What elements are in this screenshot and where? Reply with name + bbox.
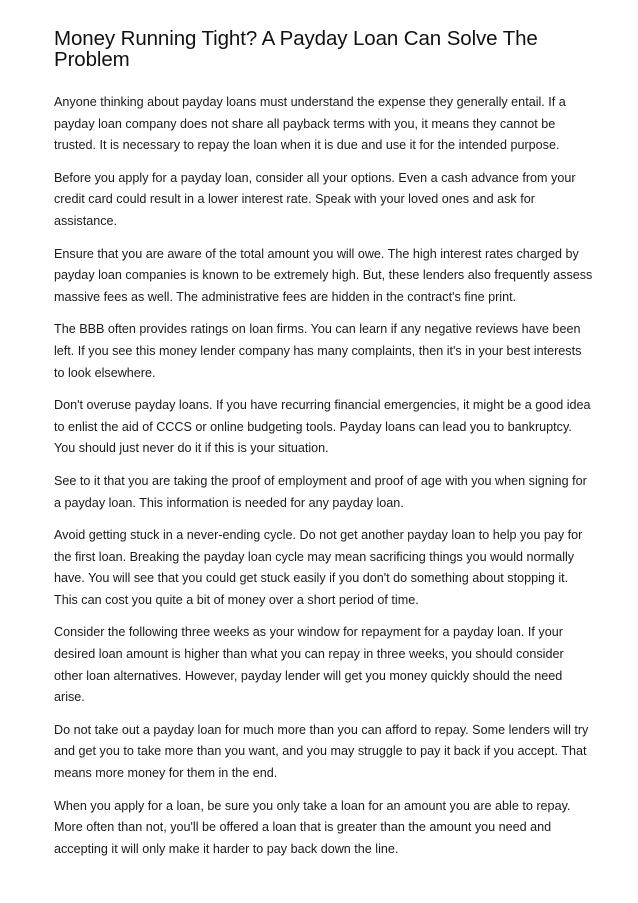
paragraph: See to it that you are taking the proof of employment and proof of age with you when signing for a payday loan. This information is needed for any payday loan. <box>54 473 587 510</box>
paragraph: The BBB often provides ratings on loan firms. You can learn if any negative reviews have been left. If you see this money lender company has many complaints, then it's in your best interests to look elsewhere. <box>54 322 582 380</box>
paragraph: Anyone thinking about payday loans must understand the expense they generally entail. If a payday loan company does not share all payback terms with you, it means they cannot be trusted. It is necessary to repay the loan when it is due and use it for the intended purpose. <box>54 95 566 153</box>
paragraph: When you apply for a loan, be sure you only take a loan for an amount you are able to repay. More often than not, you'll be offered a loan that is greater than the amount you need and accepting it will only make it harder to pay back down the line. <box>54 798 571 856</box>
paragraph: Avoid getting stuck in a never-ending cycle. Do not get another payday loan to help you pay for the first loan. Breaking the payday loan cycle may mean sacrificing things you would normally have. You will see that you could get stuck easily if you don't do something about stopping it. This can cost you quite a bit of money over a short period of time. <box>54 528 583 607</box>
paragraph: Don't overuse payday loans. If you have recurring financial emergencies, it might be a good idea to enlist the aid of CCCS or online budgeting tools. Payday loans can lead you to bankruptcy. You should just never do it if this is your situation. <box>54 398 591 456</box>
document-page <box>54 28 594 871</box>
paragraph: Do not take out a payday loan for much more than you can afford to repay. Some lenders will try and get you to take more than you want, and you may struggle to pay it back if you accept. That means more money for them in the end. <box>54 722 589 781</box>
paragraph: Before you apply for a payday loan, consider all your options. Even a cash advance from your credit card could result in a lower interest rate. Speak with your loved ones and ask for assistance. <box>54 170 576 228</box>
paragraph: Consider the following three weeks as your window for repayment for a payday loan. If your desired loan amount is higher than what you can repay in three weeks, you should consider other loan alternatives. However, payday lender will get you money quickly should the need arise. <box>54 625 564 705</box>
paragraph: Ensure that you are aware of the total amount you will owe. The high interest rates charged by payday loan companies is known to be extremely high. But, these lenders also frequently assess massive fees as well. The administrative fees are hidden in the contract's fine print. <box>54 246 593 304</box>
document-title: Money Running Tight? A Payday Loan Can Solve The Problem <box>54 27 538 71</box>
